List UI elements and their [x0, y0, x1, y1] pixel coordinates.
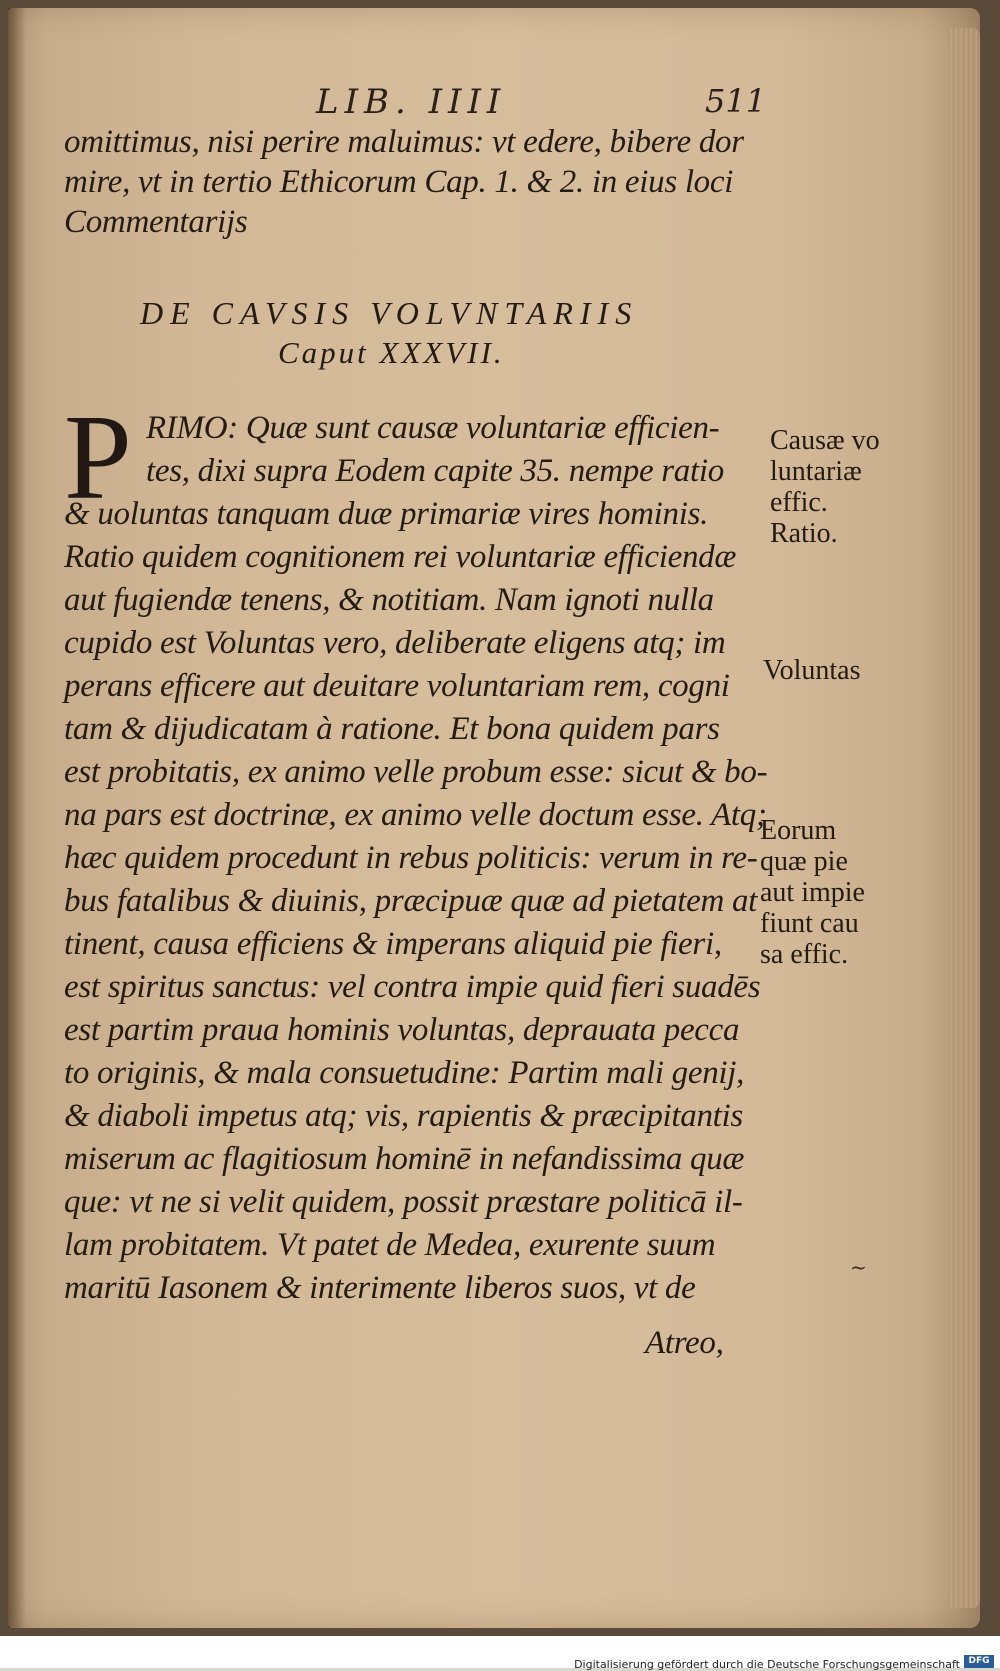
text-line: miserum ac flagitiosum hominē in nefandissima quæ: [64, 1141, 745, 1177]
text-line: hæc quidem procedunt in rebus politicis: verum in re-: [64, 840, 758, 876]
text-line: perans efficere aut deuitare voluntariam rem, cogni: [64, 668, 730, 704]
margin-note-line: Ratio.: [770, 518, 838, 549]
text-line: na pars est doctrinæ, ex animo velle doctum esse. Atq;: [64, 797, 767, 833]
ink-mark: ~: [850, 1255, 867, 1279]
text-line: que: vt ne si velit quidem, possit præstare politicā il-: [64, 1184, 743, 1220]
text-line: maritū Iasonem & interimente liberos suos, vt de: [64, 1270, 696, 1306]
margin-note-line: Causæ vo: [770, 425, 880, 456]
text-line: & diaboli impetus atq; vis, rapientis & præcipitantis: [64, 1098, 743, 1134]
margin-note-line: luntariæ: [770, 456, 862, 487]
margin-note-voluntas: [763, 655, 861, 686]
text-line: mire, vt in tertio Ethicorum Cap. 1. & 2. in eius loci: [64, 164, 734, 200]
text-line: est partim praua hominis voluntas, deprauata pecca: [64, 1012, 740, 1048]
margin-note-line: quæ pie: [760, 846, 848, 877]
running-head: LIB. IIII: [316, 82, 507, 122]
digitization-credit: Digitalisierung gefördert durch die Deutsche Forschungsgemeinschaft: [574, 1658, 960, 1671]
dfg-logo: DFG: [964, 1655, 994, 1668]
chapter-subtitle: Caput XXXVII.: [278, 335, 505, 370]
text-line: tinent, causa efficiens & imperans aliquid pie fieri,: [64, 926, 722, 962]
page-number: 511: [705, 82, 767, 120]
margin-note-eorum: [760, 815, 865, 970]
text-line: lam probitatem. Vt patet de Medea, exurente suum: [64, 1227, 716, 1263]
text-line: bus fatalibus & diuinis, præcipuæ quæ ad pietatem at: [64, 883, 758, 919]
page-edge: [950, 28, 980, 1608]
binding-shadow: [8, 8, 26, 1628]
text-line: est spiritus sanctus: vel contra impie quid fieri suadēs: [64, 969, 761, 1005]
text-line: tes, dixi supra Eodem capite 35. nempe ratio: [146, 453, 724, 489]
margin-note-line: effic.: [770, 487, 828, 518]
text-line: omittimus, nisi perire maluimus: vt edere, bibere dor: [64, 124, 744, 160]
chapter-title: DE CAVSIS VOLVNTARIIS: [140, 295, 639, 331]
text-line: est probitatis, ex animo velle probum esse: sicut & bo-: [64, 754, 768, 790]
text-line: to originis, & mala consuetudine: Partim mali genij,: [64, 1055, 745, 1091]
margin-note-line: Voluntas: [763, 655, 861, 686]
margin-note-line: sa effic.: [760, 939, 849, 970]
text-line: & uoluntas tanquam duæ primariæ vires hominis.: [64, 496, 709, 532]
margin-note-line: aut impie: [760, 877, 865, 908]
text-line: RIMO: Quæ sunt causæ voluntariæ efficien-: [146, 410, 720, 446]
text-line: Ratio quidem cognitionem rei voluntariæ efficiendæ: [64, 539, 737, 575]
text-line: aut fugiendæ tenens, & notitiam. Nam ignoti nulla: [64, 582, 714, 618]
text-line: cupido est Voluntas vero, deliberate eligens atq; im: [64, 625, 726, 661]
text-line: tam & dijudicatam à ratione. Et bona quidem pars: [64, 711, 720, 747]
catchword: Atreo,: [645, 1325, 724, 1361]
margin-note-line: Eorum: [760, 815, 837, 846]
drop-capital: P: [64, 390, 132, 525]
text-line: Commentarijs: [64, 204, 248, 240]
margin-note-line: fiunt cau: [760, 908, 859, 939]
margin-note-causae: [770, 425, 880, 549]
